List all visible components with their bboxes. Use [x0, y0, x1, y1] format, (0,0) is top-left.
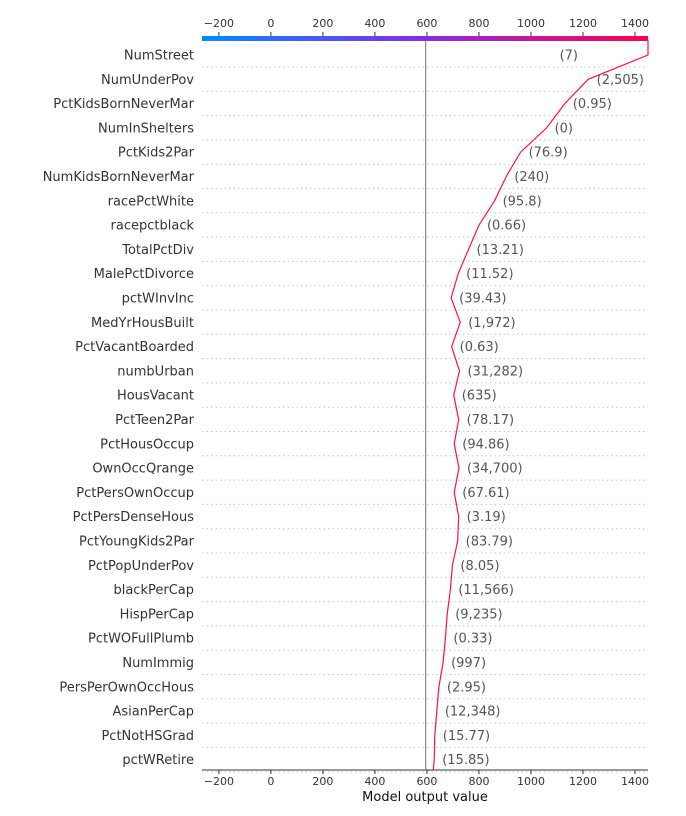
feature-label: HousVacant [116, 388, 194, 404]
bottom-tick-label: 1000 [516, 775, 545, 788]
top-tick-label: 400 [364, 17, 386, 30]
feature-value-label: (8.05) [460, 558, 500, 574]
feature-label: MedYrHousBuilt [91, 315, 194, 331]
x-axis-label: Model output value [362, 790, 488, 805]
feature-label: pctWInvInc [121, 291, 194, 307]
feature-value-label: (3.19) [466, 510, 506, 526]
feature-value-label: (0.63) [459, 340, 499, 356]
feature-label: PctVacantBoarded [75, 340, 194, 356]
bottom-tick-label: 800 [468, 775, 490, 788]
bottom-tick-label: 1200 [568, 775, 597, 788]
bottom-tick-label: −200 [203, 775, 235, 788]
feature-value-label: (0.95) [572, 97, 612, 113]
top-tick-label: 1400 [620, 17, 649, 30]
feature-value-label: (76.9) [528, 145, 568, 161]
bottom-tick-label: 200 [312, 775, 334, 788]
bottom-tick-label: 0 [267, 775, 275, 788]
feature-label: racePctWhite [107, 194, 194, 210]
feature-label: TotalPctDiv [122, 242, 194, 258]
feature-label: NumUnderPov [101, 72, 194, 88]
feature-label: pctWRetire [122, 753, 194, 769]
feature-label: PctHousOccup [100, 437, 194, 453]
feature-label: NumInShelters [97, 121, 194, 137]
feature-value-label: (15.85) [442, 753, 490, 769]
feature-label: PctYoungKids2Par [79, 534, 194, 550]
feature-value-labels [442, 49, 644, 769]
feature-value-label: (31,282) [467, 364, 524, 380]
feature-value-label: (67.61) [462, 485, 510, 501]
bottom-tick-label: 1400 [620, 775, 649, 788]
feature-label: PctPopUnderPov [87, 558, 194, 574]
feature-label: NumStreet [123, 48, 194, 64]
feature-value-label: (635) [461, 388, 497, 404]
bottom-tick-label: 400 [364, 775, 386, 788]
feature-value-label: (34,700) [466, 461, 523, 477]
feature-value-label: (1,972) [468, 315, 516, 331]
top-tick-label: −200 [203, 17, 235, 30]
feature-label: MalePctDivorce [93, 267, 194, 283]
top-tick-label: 600 [416, 17, 438, 30]
bottom-tick-label: 600 [416, 775, 438, 788]
grid-lines [202, 67, 648, 772]
feature-value-label: (0.33) [453, 631, 493, 647]
top-tick-label: 800 [468, 17, 490, 30]
feature-label: PctTeen2Par [115, 413, 194, 428]
feature-value-label: (240) [514, 170, 550, 185]
feature-value-label: (95.8) [502, 194, 542, 210]
feature-label: PctPersOwnOccup [76, 485, 194, 501]
bottom-axis [202, 770, 649, 788]
colorbar [202, 36, 648, 41]
feature-value-label: (39.43) [459, 291, 507, 307]
feature-label: PctNotHSGrad [101, 728, 194, 744]
top-tick-label: 200 [312, 17, 334, 30]
feature-label: NumImmig [122, 656, 194, 671]
feature-value-label: (15.77) [442, 728, 491, 744]
feature-value-label: (83.79) [465, 534, 514, 550]
top-axis [204, 17, 649, 36]
top-tick-label: 1200 [568, 17, 597, 30]
feature-value-label: (9,235) [455, 607, 503, 623]
feature-value-label: (11.52) [466, 267, 514, 283]
feature-label: PctWOFullPlumb [87, 631, 194, 647]
feature-label: PctPersDenseHous [72, 510, 194, 526]
feature-value-label: (13.21) [476, 242, 524, 258]
feature-label: PctKids2Par [117, 145, 194, 161]
feature-value-label: (94.86) [462, 437, 510, 453]
feature-value-label: (997) [451, 656, 487, 671]
top-tick-label: 0 [267, 17, 275, 30]
feature-label: numbUrban [117, 364, 194, 380]
feature-label: NumKidsBornNeverMar [42, 170, 194, 185]
feature-label: OwnOccQrange [92, 461, 194, 477]
feature-value-label: (7) [559, 48, 578, 64]
feature-value-label: (2.95) [446, 680, 487, 696]
feature-value-label: (2,505) [596, 72, 644, 88]
feature-value-label: (12,348) [444, 704, 501, 720]
feature-label: PctKidsBornNeverMar [53, 97, 194, 113]
feature-labels [43, 49, 195, 769]
feature-value-label: (0.66) [486, 218, 527, 234]
top-tick-label: 1000 [516, 17, 545, 30]
feature-value-label: (0) [554, 121, 573, 137]
feature-label: racepctblack [110, 218, 194, 234]
feature-label: AsianPerCap [112, 704, 194, 720]
feature-label: blackPerCap [113, 583, 194, 599]
feature-label: HispPerCap [119, 607, 194, 623]
feature-value-label: (11,566) [458, 583, 514, 599]
feature-value-label: (78.17) [466, 413, 515, 428]
feature-label: PersPerOwnOccHous [59, 680, 194, 696]
